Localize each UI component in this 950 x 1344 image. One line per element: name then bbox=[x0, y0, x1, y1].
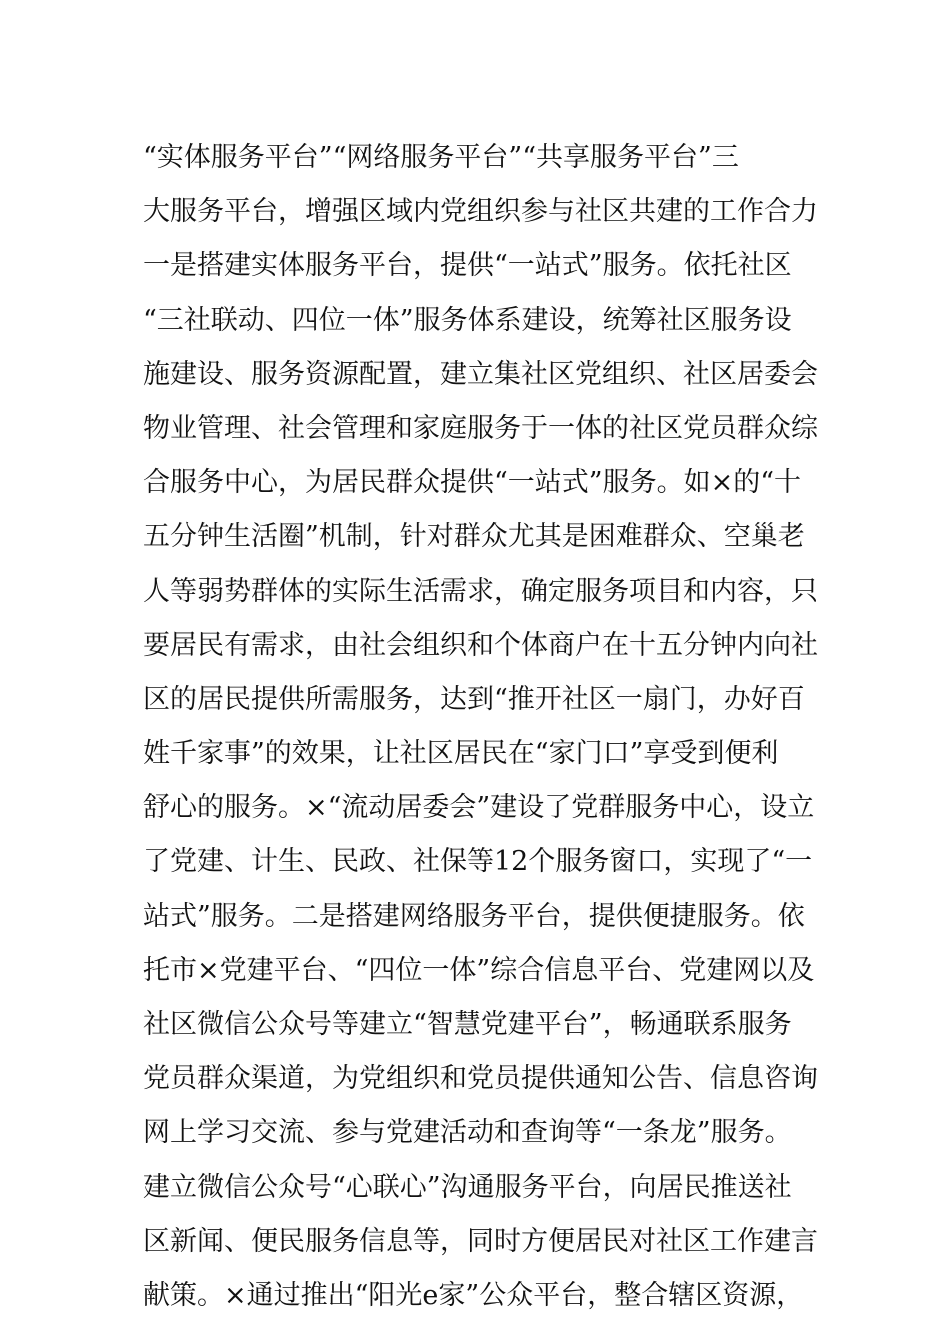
text-line: 物业管理、社会管理和家庭服务于一体的社区党员群众综 bbox=[143, 412, 818, 444]
text-line: 党员群众渠道，为党组织和党员提供通知公告、信息咨询 bbox=[143, 1063, 818, 1095]
text-line: 网上学习交流、参与党建活动和查询等“一条龙”服务。 bbox=[143, 1117, 792, 1149]
text-line: 站式”服务。二是搭建网络服务平台，提供便捷服务。依 bbox=[143, 900, 805, 932]
text-line: “实体服务平台”“网络服务平台”“共享服务平台”三 bbox=[143, 142, 739, 173]
text-line: 区新闻、便民服务信息等，同时方便居民对社区工作建言 bbox=[143, 1225, 818, 1257]
text-line: 舒心的服务。×“流动居委会”建设了党群服务中心，设立 bbox=[143, 792, 815, 824]
text-line: 建立微信公众号“心联心”沟通服务平台，向居民推送社 bbox=[143, 1171, 792, 1203]
text-line: 要居民有需求，由社会组织和个体商户在十五分钟内向社 bbox=[143, 629, 818, 661]
text-line: 人等弱势群体的实际生活需求，确定服务项目和内容，只 bbox=[143, 575, 818, 607]
body-text bbox=[143, 131, 823, 1323]
text-line: 施建设、服务资源配置，建立集社区党组织、社区居委会 bbox=[143, 358, 818, 390]
text-line: 大服务平台，增强区域内党组织参与社区共建的工作合力 bbox=[143, 196, 818, 228]
text-line: “三社联动、四位一体”服务体系建设，统筹社区服务设 bbox=[143, 304, 792, 336]
text-line: 五分钟生活圈”机制，针对群众尤其是困难群众、空巢老 bbox=[143, 521, 805, 553]
text-line: 姓千家事”的效果，让社区居民在“家门口”享受到便利 bbox=[143, 738, 779, 770]
text-line: 区的居民提供所需服务，达到“推开社区一扇门，办好百 bbox=[143, 683, 805, 715]
text-line: 合服务中心，为居民群众提供“一站式”服务。如×的“十 bbox=[143, 467, 802, 499]
text-line: 一是搭建实体服务平台，提供“一站式”服务。依托社区 bbox=[143, 250, 792, 282]
text-line: 了党建、计生、民政、社保等12个服务窗口，实现了“一 bbox=[143, 846, 813, 878]
text-line: 托市×党建平台、“四位一体”综合信息平台、党建网以及 bbox=[143, 954, 815, 986]
text-line: 献策。×通过推出“阳光e家”公众平台，整合辖区资源， bbox=[143, 1279, 804, 1311]
text-line: 社区微信公众号等建立“智慧党建平台”，畅通联系服务 bbox=[143, 1009, 792, 1040]
